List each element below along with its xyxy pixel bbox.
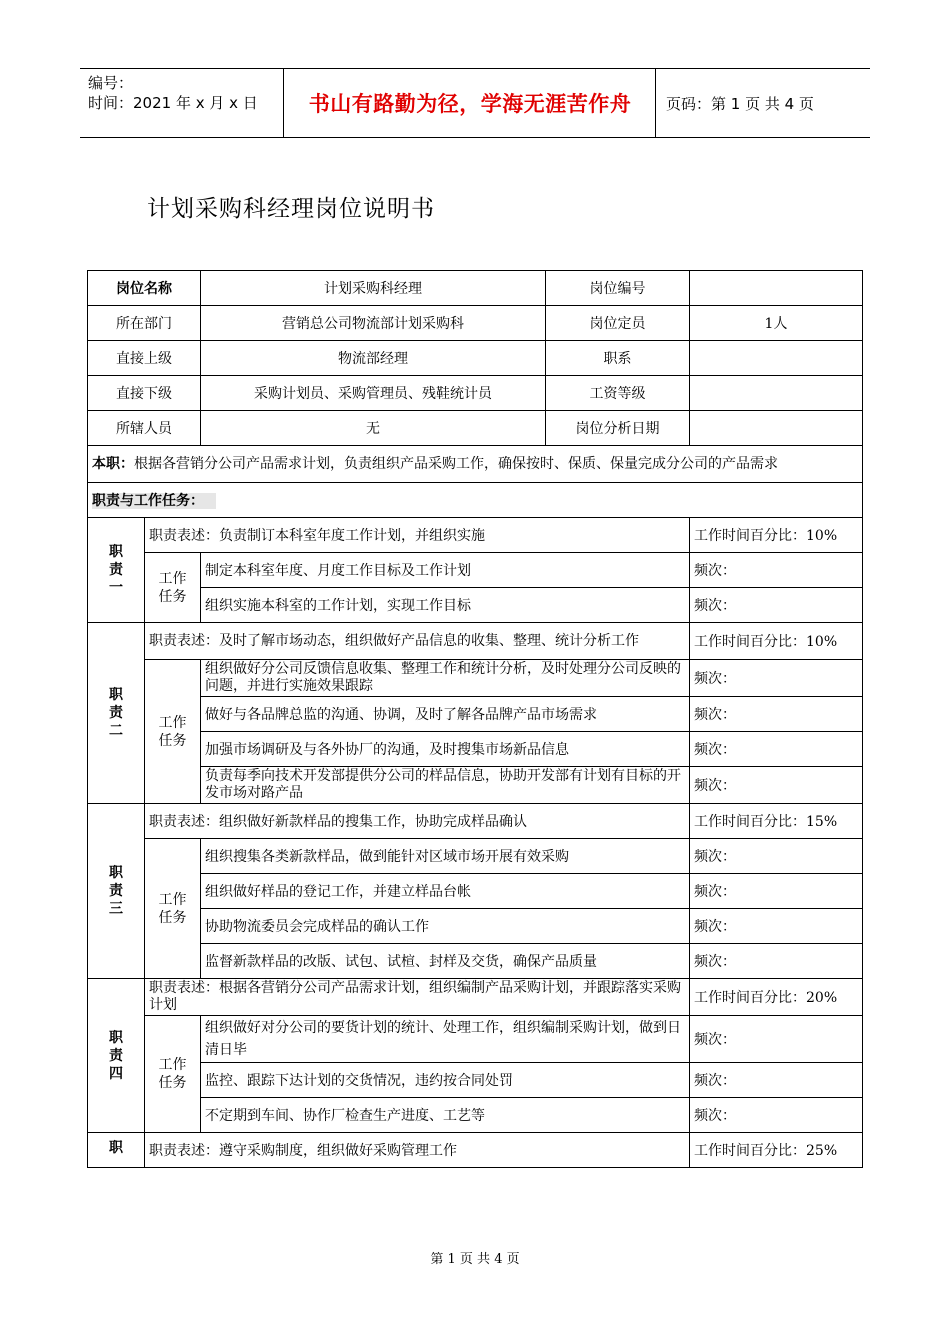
task-freq: 频次： [690,660,863,697]
duty-desc: 职责表述：根据各营销分公司产品需求计划，组织编制产品采购计划，并跟踪落实采购计划 [145,979,690,1016]
task-row [88,767,863,804]
task-freq: 频次： [690,839,863,874]
task-row [88,660,863,697]
task-row [88,909,863,944]
duty-desc: 职责表述：及时了解市场动态，组织做好产品信息的收集、整理、统计分析工作 [145,623,690,660]
info-row [88,341,863,376]
duty-desc-row [88,979,863,1016]
duty-desc: 职责表述：遵守采购制度，组织做好采购管理工作 [145,1133,690,1168]
task-freq: 频次： [690,1016,863,1063]
info-value: 1人 [690,306,863,341]
task-row [88,874,863,909]
task-text: 组织做好对分公司的要货计划的统计、处理工作，组织编制采购计划，做到日清日毕 [201,1016,690,1063]
task-row [88,944,863,979]
task-text: 制定本科室年度、月度工作目标及工作计划 [201,553,690,588]
header-motto: 书山有路勤为径，学海无涯苦作舟 [308,92,632,116]
task-text: 不定期到车间、协作厂检查生产进度、工艺等 [201,1098,690,1133]
info-row [88,271,863,306]
duty-desc-row [88,518,863,553]
code-label: 编号： [88,74,134,92]
task-freq: 频次： [690,944,863,979]
info-value: 营销总公司物流部计划采购科 [201,306,546,341]
task-text: 监控、跟踪下达计划的交货情况，违约按合同处罚 [201,1063,690,1098]
info-row [88,306,863,341]
duty-head: 职 责 一 [88,518,145,623]
info-key: 岗位分析日期 [546,411,690,446]
info-value [690,376,863,411]
info-value [690,341,863,376]
page-footer: 第 1 页 共 4 页 [430,1252,520,1267]
header-meta [88,73,258,113]
info-key: 岗位编号 [546,271,690,306]
benzhi-row [88,446,863,483]
info-key: 岗位名称 [88,271,201,306]
task-row [88,1016,863,1063]
task-text: 监督新款样品的改版、试包、试楦、封样及交货，确保产品质量 [201,944,690,979]
task-row [88,697,863,732]
task-text: 负责每季向技术开发部提供分公司的样品信息，协助开发部有计划有目标的开发市场对路产品 [201,767,690,804]
duties-section-row [88,483,863,518]
info-row [88,411,863,446]
info-key: 直接上级 [88,341,201,376]
task-text: 做好与各品牌总监的沟通、协调，及时了解各品牌产品市场需求 [201,697,690,732]
duty-desc-row [88,1133,863,1168]
duty-pct: 工作时间百分比：20% [690,979,863,1016]
task-text: 加强市场调研及与各外协厂的沟通，及时搜集市场新品信息 [201,732,690,767]
header-page-number: 页码：第 1 页 共 4 页 [666,94,814,113]
duties-section-label: 职责与工作任务： [92,493,216,509]
duties-section-cell [88,483,863,518]
task-head: 工作 任务 [145,839,201,979]
info-key: 岗位定员 [546,306,690,341]
duty-pct: 工作时间百分比：25% [690,1133,863,1168]
task-freq: 频次： [690,588,863,623]
task-freq: 频次： [690,1098,863,1133]
job-description-table [87,270,863,1168]
task-freq: 频次： [690,697,863,732]
task-row [88,1098,863,1133]
duty-pct: 工作时间百分比：15% [690,804,863,839]
info-value: 物流部经理 [201,341,546,376]
task-head: 工作 任务 [145,553,201,623]
duty-desc: 职责表述：负责制订本科室年度工作计划，并组织实施 [145,518,690,553]
task-text: 组织做好样品的登记工作，并建立样品台帐 [201,874,690,909]
benzhi-label: 本职： [92,456,134,472]
info-key: 职系 [546,341,690,376]
duty-desc-row [88,804,863,839]
task-freq: 频次： [690,1063,863,1098]
duty-pct: 工作时间百分比：10% [690,623,863,660]
info-row [88,376,863,411]
task-freq: 频次： [690,767,863,804]
task-freq: 频次： [690,553,863,588]
benzhi-text: 根据各营销分公司产品需求计划，负责组织产品采购工作，确保按时、保质、保量完成分公司的产品需求 [134,456,778,472]
info-value: 计划采购科经理 [201,271,546,306]
duty-pct: 工作时间百分比：10% [690,518,863,553]
task-text: 组织实施本科室的工作计划，实现工作目标 [201,588,690,623]
info-key: 工资等级 [546,376,690,411]
duty-head: 职 责 四 [88,979,145,1133]
task-text: 协助物流委员会完成样品的确认工作 [201,909,690,944]
info-value: 无 [201,411,546,446]
benzhi-cell [88,446,863,483]
task-freq: 频次： [690,909,863,944]
task-text: 组织搜集各类新款样品，做到能针对区域市场开展有效采购 [201,839,690,874]
page-header [80,68,870,138]
duty-head: 职 责 二 [88,623,145,804]
duty-head: 职 责 三 [88,804,145,979]
task-head: 工作 任务 [145,1016,201,1133]
task-row [88,553,863,588]
task-row [88,588,863,623]
duty-desc: 职责表述：组织做好新款样品的搜集工作，协助完成样品确认 [145,804,690,839]
task-freq: 频次： [690,732,863,767]
task-row [88,732,863,767]
header-divider [655,69,656,137]
task-text: 组织做好分公司反馈信息收集、整理工作和统计分析，及时处理分公司反映的问题，并进行实施效果跟踪 [201,660,690,697]
info-value [690,271,863,306]
duty-desc-row [88,623,863,660]
task-freq: 频次： [690,874,863,909]
time-label: 时间：2021 年 x 月 x 日 [88,94,258,112]
task-head: 工作 任务 [145,660,201,804]
document-title: 计划采购科经理岗位说明书 [147,196,435,222]
info-value [690,411,863,446]
duty-head: 职 [88,1133,145,1168]
header-divider [283,69,284,137]
info-key: 直接下级 [88,376,201,411]
info-value: 采购计划员、采购管理员、残鞋统计员 [201,376,546,411]
info-key: 所在部门 [88,306,201,341]
info-key: 所辖人员 [88,411,201,446]
task-row [88,839,863,874]
task-row [88,1063,863,1098]
